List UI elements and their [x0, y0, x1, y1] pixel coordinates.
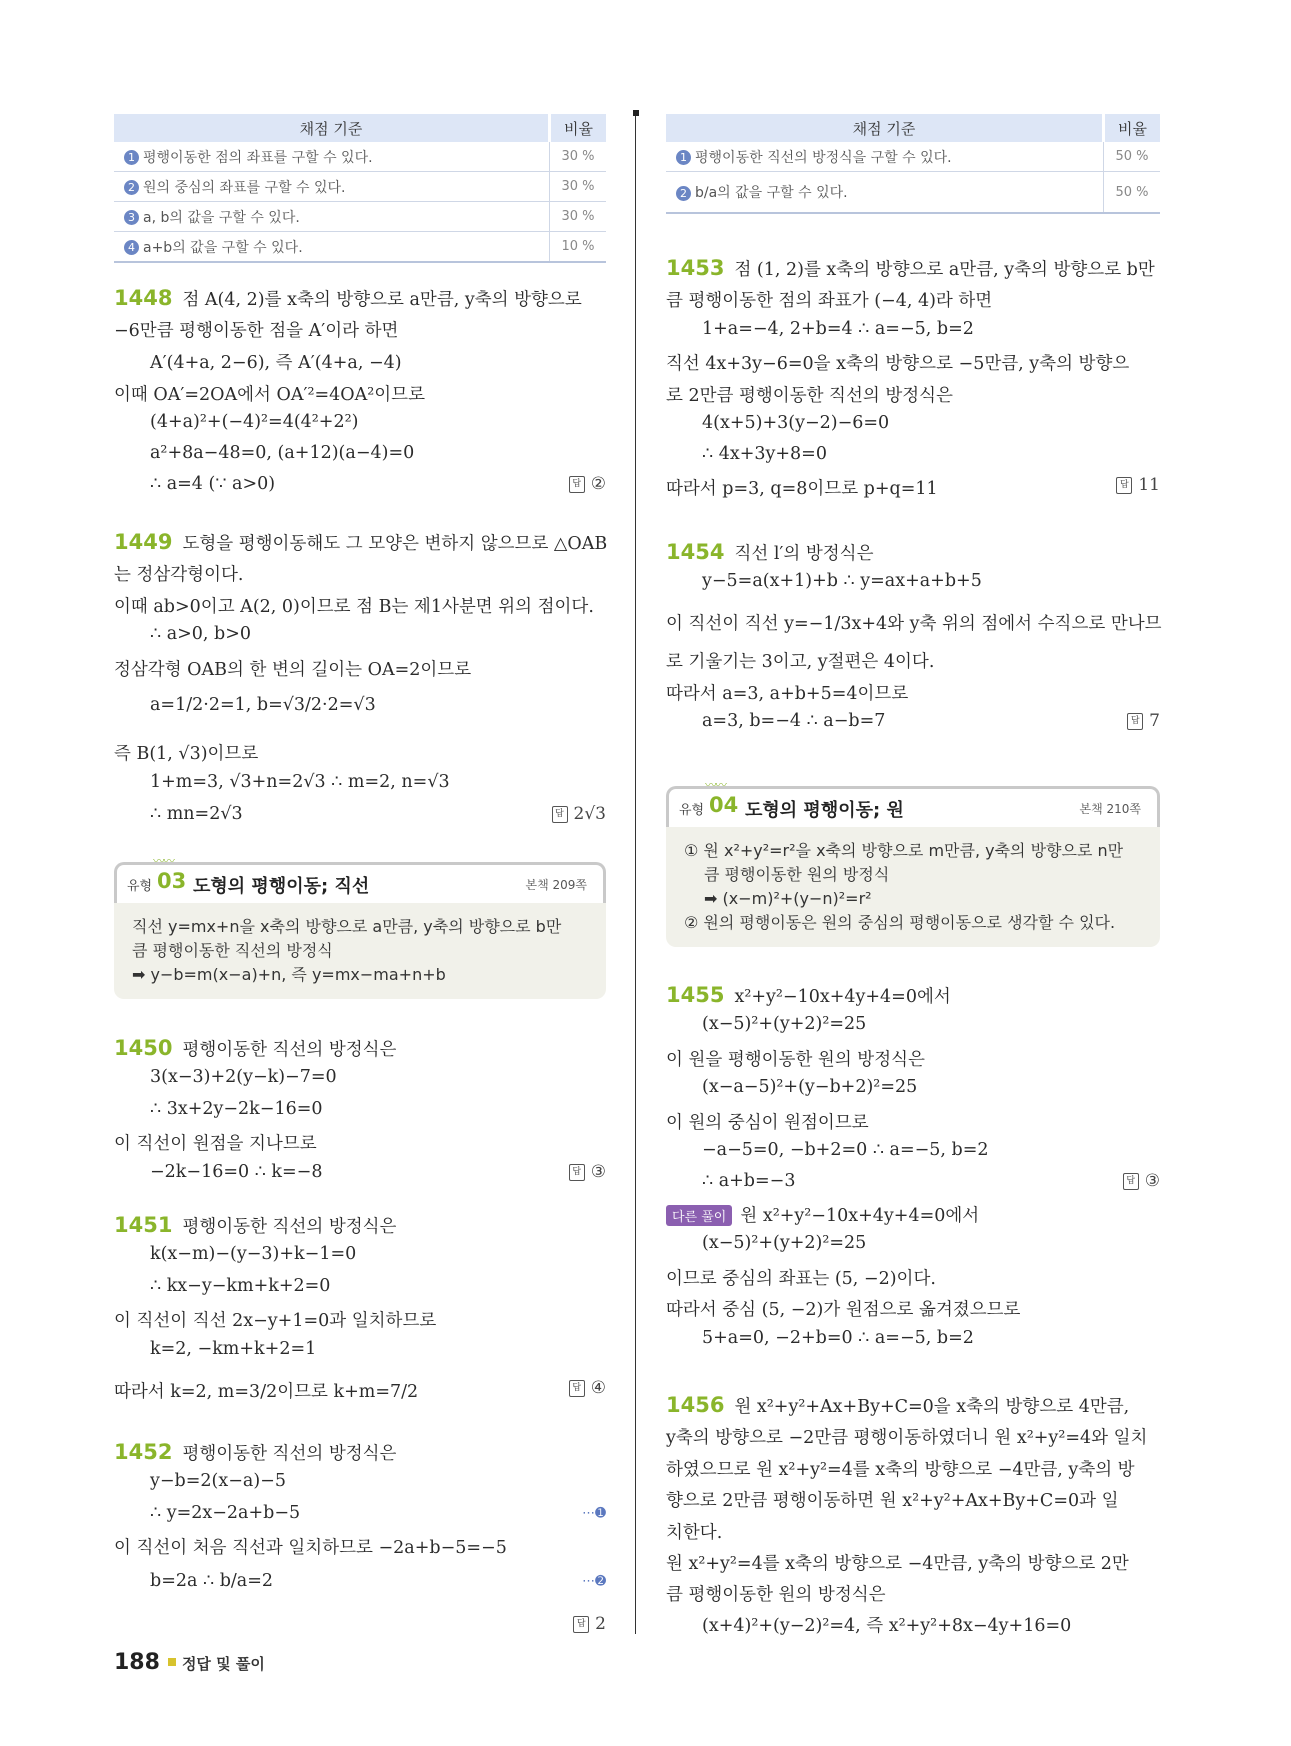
table-row	[114, 202, 606, 232]
solution-line: 1+m=3, √3+n=2√3 ∴ m=2, n=√3	[150, 772, 450, 792]
step-number-badge: 2	[676, 186, 691, 201]
page-footer	[114, 1650, 265, 1675]
solution-line: 큼 평행이동한 점의 좌표가 (−4, 4)라 하면	[666, 291, 993, 311]
problem-number: 1451	[114, 1213, 173, 1237]
answer-icon: 답	[1127, 713, 1143, 730]
table-row	[114, 142, 606, 172]
solution-line: 5+a=0, −2+b=0 ∴ a=−5, b=2	[702, 1328, 974, 1348]
solution-line: 이 직선이 직선 y=−1/3x+4와 y축 위의 점에서 수직으로 만나므	[666, 614, 1162, 634]
solution-line: −a−5=0, −b+2=0 ∴ a=−5, b=2	[702, 1140, 989, 1160]
solution-line: (x+4)²+(y−2)²=4, 즉 x²+y²+8x−4y+16=0	[702, 1616, 1072, 1636]
solution-line: 큼 평행이동한 원의 방정식은	[666, 1585, 886, 1605]
answer-value: ④	[590, 1378, 606, 1398]
table-row	[666, 172, 1160, 214]
zigzag-decoration: 〰〰	[705, 778, 726, 792]
solution-line: b=2a ∴ b/a=2	[150, 1571, 274, 1591]
solution-line: a=3, b=−4 ∴ a−b=7	[702, 711, 886, 731]
solution-line: 로 2만큼 평행이동한 직선의 방정식은	[666, 386, 953, 406]
criteria-text: b/a의 값을 구할 수 있다.	[695, 185, 848, 201]
answer-mark	[1123, 1171, 1160, 1191]
solution-line: a=1/2·2=1, b=√3/2·2=√3	[150, 695, 376, 715]
criteria-text: 평행이동한 점의 좌표를 구할 수 있다.	[143, 149, 373, 166]
solution-line: 이 직선이 처음 직선과 일치하므로 −2a+b−5=−5	[114, 1538, 507, 1558]
solution-line: ∴ 4x+3y+8=0	[702, 444, 827, 464]
type-title: 도형의 평행이동; 직선	[193, 876, 370, 897]
table-header-criteria: 채점 기준	[114, 114, 550, 142]
solution-line: 이 직선이 원점을 지나므로	[114, 1134, 317, 1154]
solution-line: −2k−16=0 ∴ k=−8	[150, 1162, 323, 1182]
type-04-box	[666, 778, 1160, 947]
solution-line: 평행이동한 직선의 방정식은	[182, 1217, 397, 1237]
problem-number: 1456	[666, 1393, 725, 1417]
step-number-badge: 1	[124, 150, 139, 165]
table-header-ratio: 비율	[1104, 114, 1161, 142]
solution-line: 점 A(4, 2)를 x축의 방향으로 a만큼, y축의 방향으로	[182, 290, 582, 310]
type-summary	[114, 903, 606, 999]
answer-mark	[569, 1162, 606, 1182]
table-row	[114, 172, 606, 202]
ratio-cell: 30 %	[550, 142, 607, 172]
solution-line: 이때 OA′=2OA에서 OA′²=4OA²이므로	[114, 385, 425, 405]
page-number: 188	[114, 1650, 160, 1675]
answer-value: ③	[1144, 1171, 1160, 1191]
summary-line: 큼 평행이동한 직선의 방정식	[132, 941, 333, 960]
answer-icon: 답	[569, 1164, 585, 1181]
solution-line: 점 (1, 2)를 x축의 방향으로 a만큼, y축의 방향으로 b만	[734, 260, 1155, 280]
step-number-badge: 1	[676, 150, 691, 165]
solution-line: (x−5)²+(y+2)²=25	[702, 1014, 867, 1034]
answer-mark	[1116, 475, 1160, 495]
solution-line: (x−a−5)²+(y−b+2)²=25	[702, 1077, 918, 1097]
solution-line: 하였으므로 원 x²+y²=4를 x축의 방향으로 −4만큼, y축의 방	[666, 1460, 1135, 1480]
answer-icon: 답	[552, 806, 568, 823]
summary-line: 큼 평행이동한 원의 방정식	[704, 865, 890, 884]
solution-line: 이 직선이 직선 2x−y+1=0과 일치하므로	[114, 1311, 437, 1331]
criteria-text: a+b의 값을 구할 수 있다.	[143, 239, 303, 256]
step-number-badge: 3	[124, 210, 139, 225]
criteria-text: 원의 중심의 좌표를 구할 수 있다.	[143, 179, 346, 196]
solution-line: 원 x²+y²+Ax+By+C=0을 x축의 방향으로 4만큼,	[734, 1397, 1130, 1417]
summary-line: ➡ (x−m)²+(y−n)²=r²	[704, 889, 872, 908]
solution-line: ∴ mn=2√3	[150, 804, 243, 824]
type-number: 04	[709, 793, 739, 817]
solution-line: k(x−m)−(y−3)+k−1=0	[150, 1244, 357, 1264]
answer-mark	[573, 1614, 606, 1634]
solution-line: 치한다.	[666, 1523, 723, 1543]
solution-line: −6만큼 평행이동한 점을 A′이라 하면	[114, 321, 399, 341]
solution-line: 이 원을 평행이동한 원의 방정식은	[666, 1050, 925, 1070]
type-reference: 본책 210쪽	[1079, 802, 1141, 816]
solution-line: 따라서 a=3, a+b+5=4이므로	[666, 684, 909, 704]
footer-square-marker	[168, 1658, 176, 1666]
ratio-cell: 10 %	[550, 232, 607, 263]
type-header	[114, 854, 606, 903]
solution-line: 평행이동한 직선의 방정식은	[182, 1040, 397, 1060]
solution-line: 3(x−3)+2(y−k)−7=0	[150, 1067, 337, 1087]
summary-line: 직선 y=mx+n을 x축의 방향으로 a만큼, y축의 방향으로 b만	[132, 917, 562, 936]
solution-line: (x−5)²+(y+2)²=25	[702, 1233, 867, 1253]
type-reference: 본책 209쪽	[525, 878, 587, 892]
solution-line: y−5=a(x+1)+b ∴ y=ax+a+b+5	[702, 571, 982, 591]
solution-line: 4(x+5)+3(y−2)−6=0	[702, 413, 890, 433]
answer-icon: 답	[1116, 477, 1132, 494]
solution-line: a²+8a−48=0, (a+12)(a−4)=0	[150, 443, 415, 463]
type-label: 유형	[127, 879, 153, 894]
solution-line: (4+a)²+(−4)²=4(4²+2²)	[150, 412, 359, 432]
problem-number: 1448	[114, 286, 173, 310]
problem-number: 1452	[114, 1440, 173, 1464]
solution-line: x²+y²−10x+4y+4=0에서	[734, 987, 951, 1007]
solution-line: y−b=2(x−a)−5	[150, 1471, 286, 1491]
answer-value: 7	[1149, 711, 1160, 731]
answer-icon: 답	[1123, 1173, 1139, 1190]
solution-line: ∴ 3x+2y−2k−16=0	[150, 1099, 323, 1119]
answer-mark	[569, 1378, 606, 1398]
problem-number: 1454	[666, 540, 725, 564]
ratio-cell: 30 %	[550, 202, 607, 232]
step-marker-1: ⋯➊	[582, 1506, 606, 1521]
alternative-solution-badge: 다른 풀이	[666, 1205, 732, 1226]
divider-marker	[633, 110, 639, 116]
solution-line: A′(4+a, 2−6), 즉 A′(4+a, −4)	[150, 353, 402, 373]
answer-mark	[1127, 711, 1160, 731]
solution-line: 직선 4x+3y−6=0을 x축의 방향으로 −5만큼, y축의 방향으	[666, 354, 1130, 374]
ratio-cell: 50 %	[1104, 142, 1161, 172]
left-scoring-table	[114, 114, 606, 263]
solution-line: y축의 방향으로 −2만큼 평행이동하였더니 원 x²+y²=4와 일치	[666, 1428, 1148, 1448]
table-header-criteria: 채점 기준	[666, 114, 1104, 142]
solution-line: k=2, −km+k+2=1	[150, 1339, 317, 1359]
table-row	[114, 232, 606, 263]
problem-number: 1450	[114, 1036, 173, 1060]
answer-value: 2	[595, 1614, 606, 1634]
type-number: 03	[157, 869, 187, 893]
zigzag-decoration: 〰〰	[153, 854, 174, 868]
footer-title: 정답 및 풀이	[181, 1655, 265, 1673]
problem-number: 1449	[114, 530, 173, 554]
solution-line: 정삼각형 OAB의 한 변의 길이는 OA=2이므로	[114, 660, 472, 680]
solution-line: 1+a=−4, 2+b=4 ∴ a=−5, b=2	[702, 319, 974, 339]
summary-line: ① 원 x²+y²=r²을 x축의 방향으로 m만큼, y축의 방향으로 n만	[684, 841, 1124, 860]
step-marker-2: ⋯➋	[582, 1574, 606, 1589]
step-number-badge: 2	[124, 180, 139, 195]
type-summary	[666, 827, 1160, 947]
criteria-text: 평행이동한 직선의 방정식을 구할 수 있다.	[695, 149, 952, 166]
solution-line: 따라서 중심 (5, −2)가 원점으로 옮겨졌으므로	[666, 1300, 1021, 1320]
ratio-cell: 30 %	[550, 172, 607, 202]
solution-line: 따라서 k=2, m=3/2이므로 k+m=7/2	[114, 1382, 419, 1402]
type-label: 유형	[679, 803, 705, 818]
solution-line: 즉 B(1, √3)이므로	[114, 744, 259, 764]
solution-line: 이 원의 중심이 원점이므로	[666, 1113, 869, 1133]
step-number-badge: 4	[124, 240, 139, 255]
solution-line: 향으로 2만큼 평행이동하면 원 x²+y²+Ax+By+C=0과 일	[666, 1491, 1119, 1511]
solution-line: 로 기울기는 3이고, y절편은 4이다.	[666, 652, 935, 672]
solution-line: 도형을 평행이동해도 그 모양은 변하지 않으므로 △OAB	[182, 534, 608, 554]
type-title: 도형의 평행이동; 원	[745, 800, 904, 821]
solution-line: 원 x²+y²=4를 x축의 방향으로 −4만큼, y축의 방향으로 2만	[666, 1554, 1129, 1574]
solution-line: ∴ kx−y−km+k+2=0	[150, 1276, 331, 1296]
solution-line: 이때 ab>0이고 A(2, 0)이므로 점 B는 제1사분면 위의 점이다.	[114, 597, 594, 617]
solution-line: ∴ a>0, b>0	[150, 624, 252, 644]
ratio-cell: 50 %	[1104, 172, 1161, 214]
right-scoring-table	[666, 114, 1160, 214]
summary-line: ➡ y−b=m(x−a)+n, 즉 y=mx−ma+n+b	[132, 965, 446, 984]
column-divider	[635, 112, 636, 1634]
answer-icon: 답	[573, 1616, 589, 1633]
solution-line: 평행이동한 직선의 방정식은	[182, 1444, 397, 1464]
solution-line: 는 정삼각형이다.	[114, 565, 244, 585]
solution-line: ∴ a+b=−3	[702, 1171, 796, 1191]
type-header	[666, 778, 1160, 827]
summary-line: ② 원의 평행이동은 원의 중심의 평행이동으로 생각할 수 있다.	[684, 913, 1116, 932]
answer-mark	[552, 804, 606, 824]
answer-icon: 답	[569, 476, 585, 493]
solution-line: 이므로 중심의 좌표는 (5, −2)이다.	[666, 1269, 936, 1289]
solution-line: ∴ y=2x−2a+b−5	[150, 1503, 301, 1523]
answer-icon: 답	[569, 1380, 585, 1397]
table-row	[666, 142, 1160, 172]
type-03-box	[114, 854, 606, 999]
answer-value: ②	[590, 474, 606, 494]
answer-value: 11	[1138, 475, 1160, 495]
criteria-text: a, b의 값을 구할 수 있다.	[143, 209, 300, 226]
answer-mark	[569, 474, 606, 494]
solution-line: ∴ a=4 (∵ a>0)	[150, 474, 276, 494]
problem-number: 1453	[666, 256, 725, 280]
solution-line: 원 x²+y²−10x+4y+4=0에서	[740, 1206, 980, 1226]
solution-line: 직선 l′의 방정식은	[734, 544, 874, 564]
answer-value: 2√3	[573, 804, 606, 824]
answer-value: ③	[590, 1162, 606, 1182]
table-header-ratio: 비율	[550, 114, 607, 142]
problem-number: 1455	[666, 983, 725, 1007]
solution-line: 따라서 p=3, q=8이므로 p+q=11	[666, 479, 938, 499]
